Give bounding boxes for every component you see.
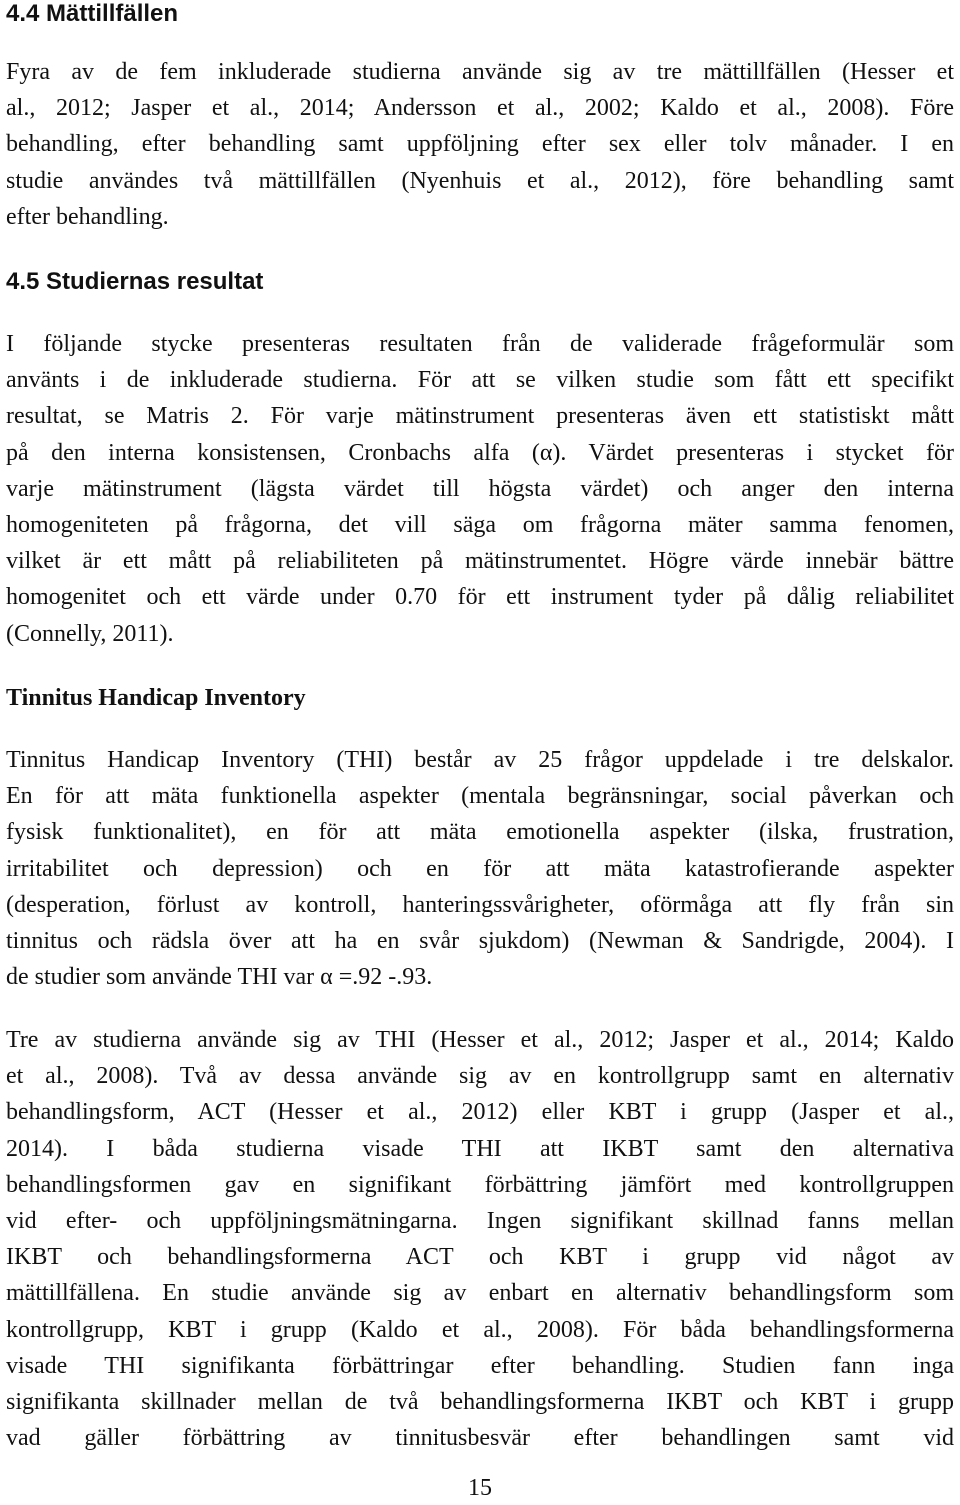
text-line: tinnitus och rädsla över att ha en svår sjukdom) (Newman & Sandrigde, 2004). I [6,928,954,955]
text-line: (desperation, förlust av kontroll, hanteringssvårigheter, oförmåga att fly från sin [6,891,954,918]
text-line: på den interna konsistensen, Cronbachs alfa (α). Värdet presenteras i stycket för [6,439,954,466]
text-line: studie användes två mättillfällen (Nyenhuis et al., 2012), före behandling samt [6,167,954,194]
text-line: Fyra av de fem inkluderade studierna använde sig av tre mättillfällen (Hesser et [6,59,954,85]
text-line: behandling, efter behandling samt uppföljning efter sex eller tolv månader. I en [6,131,954,158]
text-line: visade THI signifikanta förbättringar efter behandling. Studien fann inga [6,1352,954,1379]
text-line: I följande stycke presenteras resultaten från de validerade frågeformulär som [6,331,954,357]
text-line: använts i de inkluderade studierna. För att se vilken studie som fått ett specifikt [6,367,954,394]
text-line: et al., 2008). Två av dessa använde sig av en kontrollgrupp samt en alternativ [6,1063,954,1090]
text-line: resultat, se Matris 2. För varje mätinstrument presenteras även ett statistiskt mått [6,403,954,430]
text-line: 2014). I båda studierna visade THI att IKBT samt den alternativa [6,1135,954,1162]
paragraph-measurement-occasions [6,54,954,235]
text-line: mättillfällena. En studie använde sig av enbart en alternativ behandlingsform som [6,1280,954,1307]
section-heading-4-4: 4.4 Mättillfällen [6,0,179,27]
text-line: Tinnitus Handicap Inventory (THI) består av 25 frågor uppdelade i tre delskalor. [6,747,954,773]
text-line: efter behandling. [6,203,169,230]
text-line: al., 2012; Jasper et al., 2014; Andersson et al., 2002; Kaldo et al., 2008). Före [6,95,954,122]
text-line: fysisk funktionalitet), en för att mäta emotionella aspekter (ilska, frustration, [6,819,954,846]
text-line: signifikanta skillnader mellan de två behandlingsformerna IKBT och KBT i grupp [6,1389,954,1416]
text-line: IKBT och behandlingsformerna ACT och KBT i grupp vid något av [6,1244,954,1271]
text-line: irritabilitet och depression) och en för att mäta katastrofierande aspekter [6,855,954,882]
section-heading-thi: Tinnitus Handicap Inventory [6,685,306,711]
text-line: de studier som använde THI var α =.92 -.93. [6,964,433,991]
text-line: kontrollgrupp, KBT i grupp (Kaldo et al., 2008). För båda behandlingsformerna [6,1316,954,1343]
text-line: homogenitet och ett värde under 0.70 för ett instrument tyder på dålig reliabilitet [6,584,954,611]
text-line: vad gäller förbättring av tinnitusbesvär efter behandlingen samt vid [6,1425,954,1452]
text-line: behandlingsform, ACT (Hesser et al., 2012) eller KBT i grupp (Jasper et al., [6,1099,954,1126]
section-heading-4-5: 4.5 Studiernas resultat [6,268,264,295]
text-line: homogeniteten på frågorna, det vill säga om frågorna mäter samma fenomen, [6,512,954,539]
text-line: En för att mäta funktionella aspekter (mentala begränsningar, social påverkan och [6,783,954,810]
text-line: vid efter- och uppföljningsmätningarna. Ingen signifikant skillnad fanns mellan [6,1208,954,1235]
page-number: 15 [468,1475,492,1501]
paragraph-study-results [6,326,954,652]
text-line: vilket är ett mått på reliabiliteten på mätinstrumentet. Högre värde innebär bättre [6,548,954,575]
text-line: behandlingsformen gav en signifikant förbättring jämfört med kontrollgruppen [6,1171,954,1198]
paragraph-thi-results [6,1022,954,1456]
paragraph-thi-description [6,742,954,995]
text-line: Tre av studierna använde sig av THI (Hesser et al., 2012; Jasper et al., 2014; Kaldo [6,1027,954,1053]
text-line: varje mätinstrument (lägsta värdet till högsta värdet) och anger den interna [6,475,954,502]
text-line: (Connelly, 2011). [6,620,174,647]
